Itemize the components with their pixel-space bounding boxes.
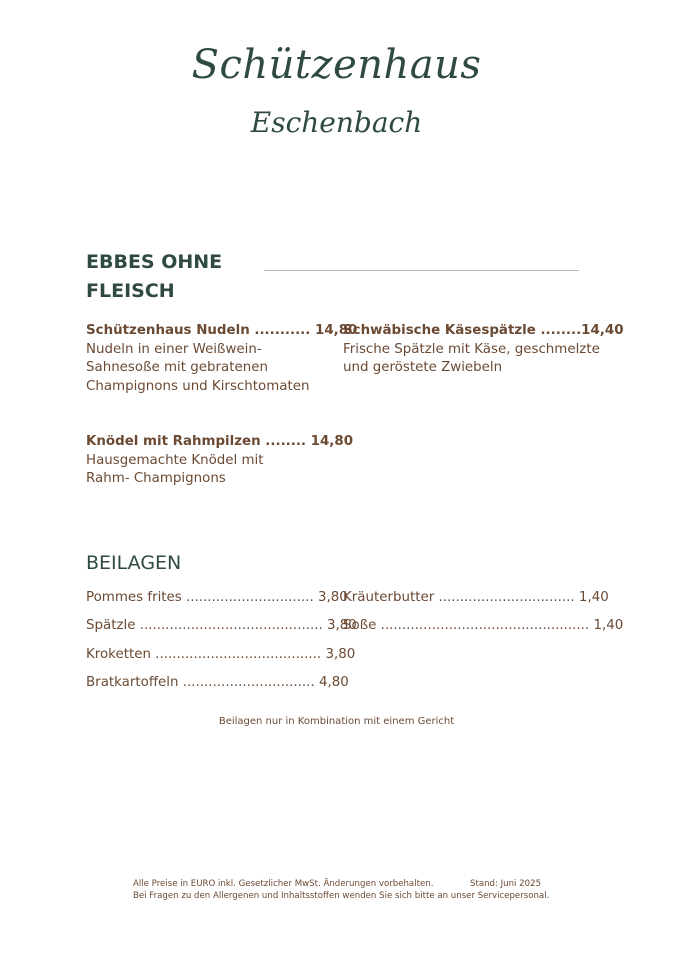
section-divider [264, 270, 579, 271]
menu-item-description: Nudeln in einer Weißwein- [86, 341, 262, 357]
footer-allergen-note: Bei Fragen zu den Allergenen und Inhaltsstoffen wenden Sie sich bitte an unser Servicepersonal. [133, 891, 550, 901]
menu-item-name-price: Knödel mit Rahmpilzen ........ 14,80 [86, 434, 354, 449]
menu-item [343, 322, 624, 378]
menu-item-description: Rahm- Champignons [86, 471, 226, 486]
menu-item-description: Sahnesoße mit gebratenen [86, 360, 268, 375]
footer-price-note: Alle Preise in EURO inkl. Gesetzlicher MwSt. Änderungen vorbehalten. [133, 879, 434, 889]
menu-item-name-price: Schützenhaus Nudeln ........... 14,80 [86, 323, 358, 338]
section-title-vegetarian [86, 248, 222, 306]
menu-item-description: Hausgemachte Knödel mit [86, 452, 264, 468]
side-item: Bratkartoffeln ............................... 4,80 [86, 675, 349, 690]
sides-note: Beilagen nur in Kombination mit einem Gericht [218, 716, 455, 727]
menu-item [86, 322, 357, 396]
side-item: Kroketten ....................................... 3,80 [86, 647, 356, 662]
menu-item-description: Champignons und Kirschtomaten [86, 378, 310, 394]
side-item: Spätzle ........................................... 3,80 [86, 618, 357, 633]
section-title-sides: BEILAGEN [86, 552, 182, 574]
restaurant-location: Eschenbach [250, 106, 423, 139]
footer-date: Stand: Juni 2025 [470, 879, 542, 889]
side-item: Soße ................................................. 1,40 [343, 618, 624, 633]
section-title-line: EBBES OHNE [86, 251, 223, 273]
menu-item-description: und geröstete Zwiebeln [343, 360, 503, 375]
menu-item-description: Frische Spätzle mit Käse, geschmelzte [343, 341, 600, 357]
section-title-line: FLEISCH [86, 280, 175, 302]
side-item: Pommes frites .............................. 3,80 [86, 590, 348, 605]
restaurant-name: Schützenhaus [191, 42, 482, 88]
menu-item-name-price: Schwäbische Käsespätzle ........14,40 [343, 323, 624, 338]
menu-item [86, 433, 353, 489]
side-item: Kräuterbutter ................................ 1,40 [343, 590, 609, 605]
